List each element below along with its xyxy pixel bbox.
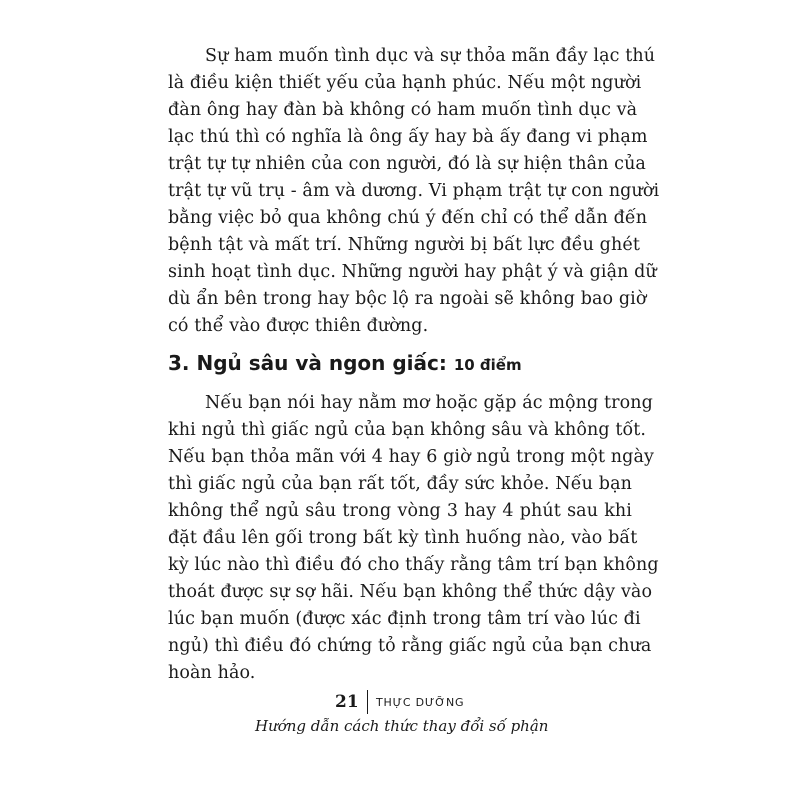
paragraph-line: thì giấc ngủ của bạn rất tốt, đầy sức khỏe. Nếu bạn	[168, 474, 632, 494]
paragraph-line: dù ẩn bên trong hay bộc lộ ra ngoài sẽ không bao giờ	[168, 289, 647, 309]
section-score: 10 điểm	[453, 356, 522, 374]
section-heading-text: 3. Ngủ sâu và ngon giấc:	[168, 351, 447, 375]
paragraph-line: sinh hoạt tình dục. Những người hay phật ý và giận dữ	[168, 262, 657, 282]
page-footer	[0, 690, 800, 750]
book-title: THỰC DƯỠNG	[376, 696, 465, 709]
paragraph-line: Sự ham muốn tình dục và sự thỏa mãn đầy lạc thú	[205, 46, 656, 66]
paragraph-line: ngủ) thì điều đó chứng tỏ rằng giấc ngủ của bạn chưa	[168, 636, 652, 656]
paragraph-line: trật tự vũ trụ - âm và dương. Vi phạm trật tự con người	[168, 181, 660, 201]
book-subtitle: Hướng dẫn cách thức thay đổi số phận	[255, 717, 549, 735]
paragraph-line: đàn ông hay đàn bà không có ham muốn tình dục và	[168, 100, 638, 120]
footer-divider	[367, 690, 368, 714]
page-number: 21	[335, 692, 359, 712]
paragraph-line: kỳ lúc nào thì điều đó cho thấy rằng tâm trí bạn không	[168, 555, 659, 575]
paragraph-line: lạc thú thì có nghĩa là ông ấy hay bà ấy đang vi phạm	[168, 127, 648, 147]
paragraph-line: trật tự tự nhiên của con người, đó là sự hiện thân của	[168, 154, 646, 174]
paragraph-line: Nếu bạn nói hay nằm mơ hoặc gặp ác mộng trong	[205, 393, 653, 413]
paragraph-line: có thể vào được thiên đường.	[168, 316, 429, 336]
paragraph-line: bệnh tật và mất trí. Những người bị bất lực đều ghét	[168, 235, 640, 255]
paragraph-line: bằng việc bỏ qua không chú ý đến chỉ có thể dẫn đến	[168, 208, 648, 228]
paragraph-line: Nếu bạn thỏa mãn với 4 hay 6 giờ ngủ trong một ngày	[168, 447, 654, 467]
paragraph-line: khi ngủ thì giấc ngủ của bạn không sâu và không tốt.	[168, 420, 647, 440]
paragraph-line: lúc bạn muốn (được xác định trong tâm trí vào lúc đi	[168, 609, 641, 629]
paragraph-line: thoát được sự sợ hãi. Nếu bạn không thể thức dậy vào	[168, 582, 653, 602]
section-heading	[168, 349, 522, 379]
paragraph-line: hoàn hảo.	[168, 663, 256, 683]
paragraph-line: đặt đầu lên gối trong bất kỳ tình huống nào, vào bất	[168, 528, 638, 548]
paragraph-line: không thể ngủ sâu trong vòng 3 hay 4 phút sau khi	[168, 501, 632, 521]
paragraph-line: là điều kiện thiết yếu của hạnh phúc. Nếu một người	[168, 73, 642, 93]
